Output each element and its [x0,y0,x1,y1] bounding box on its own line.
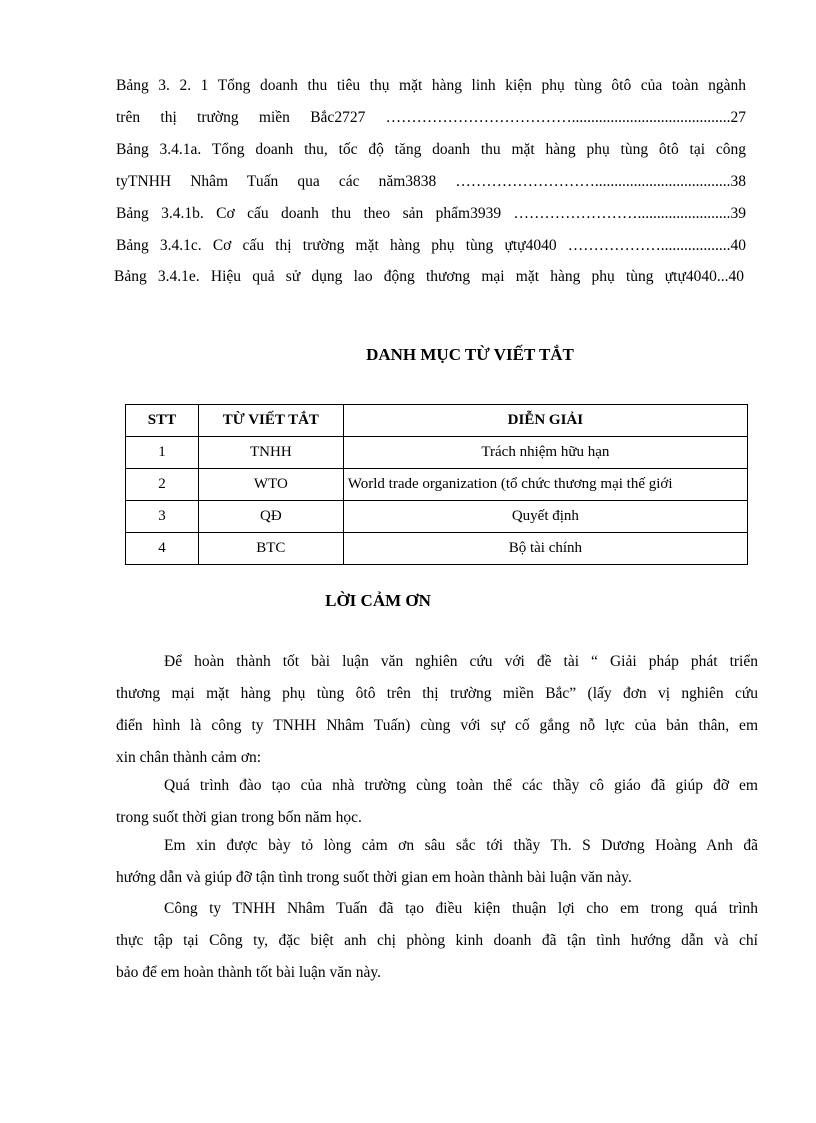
table-row [126,533,748,565]
toc-entry-3-4-1b[interactable]: Bảng 3.4.1b. Cơ cấu doanh thu theo sản phẩm3939 ……………………........................39 [116,205,746,222]
paragraph-line: Quá trình đào tạo của nhà trường cùng toàn thể các thầy cô giáo đã giúp đỡ em [164,777,758,794]
row-abbreviation: TNHH [198,437,343,469]
row-abbreviation: BTC [198,533,343,565]
paragraph-line: Em xin được bày tỏ lòng cảm ơn sâu sắc tới thầy Th. S Dương Hoàng Anh đã [164,837,758,854]
paragraph-line: thực tập tại Công ty, đặc biệt anh chị phòng kinh doanh đã tận tình hướng dẫn và chỉ [116,932,758,949]
row-stt: 3 [126,501,199,533]
row-description: Trách nhiệm hữu hạn [343,437,747,469]
row-stt: 1 [126,437,199,469]
row-abbreviation: WTO [198,469,343,501]
row-description: Quyết định [343,501,747,533]
toc-entry-3-2-1[interactable]: Bảng 3. 2. 1 Tổng doanh thu tiêu thụ mặt hàng linh kiện phụ tùng ôtô của toàn ngành [116,77,746,94]
abbreviations-table [125,404,748,565]
table-row [126,501,748,533]
paragraph-line: bảo để em hoàn thành tốt bài luận văn này. [116,964,381,981]
paragraph-line: Công ty TNHH Nhâm Tuấn đã tạo điều kiện thuận lợi cho em trong quá trình [164,900,758,917]
toc-entry-3-4-1a-cont[interactable]: tyTNHH Nhâm Tuấn qua các năm3838 ………………………...................................38 [116,173,746,190]
acknowledgement-paragraph-3 [116,830,758,894]
header-description: DIỄN GIẢI [343,405,747,437]
toc-entry-3-2-1-cont[interactable]: trên thị trường miền Bắc2727 ……………………………….........................................27 [116,109,746,126]
paragraph-line: Để hoàn thành tốt bài luận văn nghiên cứu với đề tài “ Giải pháp phát triển [164,653,758,670]
row-abbreviation: QĐ [198,501,343,533]
acknowledgement-paragraph-1 [116,646,758,774]
row-stt: 2 [126,469,199,501]
acknowledgement-paragraph-4 [116,893,758,989]
toc-entry-3-4-1c[interactable]: Bảng 3.4.1c. Cơ cấu thị trường mặt hàng phụ tùng ựtự4040 ………………..................40 [116,237,746,254]
header-abbreviation: TỪ VIẾT TẮT [198,405,343,437]
paragraph-line: hướng dẫn và giúp đỡ tận tình trong suốt thời gian em hoàn thành bài luận văn này. [116,869,632,886]
paragraph-line: trong suốt thời gian trong bốn năm học. [116,809,362,826]
paragraph-line: xin chân thành cảm ơn: [116,749,262,766]
table-row [126,469,748,501]
row-description: World trade organization (tổ chức thương mại thế giới [343,469,747,501]
acknowledgement-title: LỜI CẢM ƠN [325,591,431,610]
toc-entry-3-4-1e[interactable]: Bảng 3.4.1e. Hiệu quả sử dụng lao động thương mại mặt hàng phụ tùng ựtự4040...40 [114,268,744,285]
row-stt: 4 [126,533,199,565]
row-description: Bộ tài chính [343,533,747,565]
acknowledgement-paragraph-2 [116,770,758,834]
abbreviations-title: DANH MỤC TỪ VIẾT TẮT [366,345,574,364]
paragraph-line: điển hình là công ty TNHH Nhâm Tuấn) cùng với sự cố gắng nỗ lực của bản thân, em [116,717,758,734]
table-row [126,437,748,469]
table-header-row [126,405,748,437]
toc-entry-3-4-1a[interactable]: Bảng 3.4.1a. Tổng doanh thu, tốc độ tăng doanh thu mặt hàng phụ tùng ôtô tại công [116,141,746,158]
header-stt: STT [126,405,199,437]
paragraph-line: thương mại mặt hàng phụ tùng ôtô trên thị trường miền Bắc” (lấy đơn vị nghiên cứu [116,685,758,702]
